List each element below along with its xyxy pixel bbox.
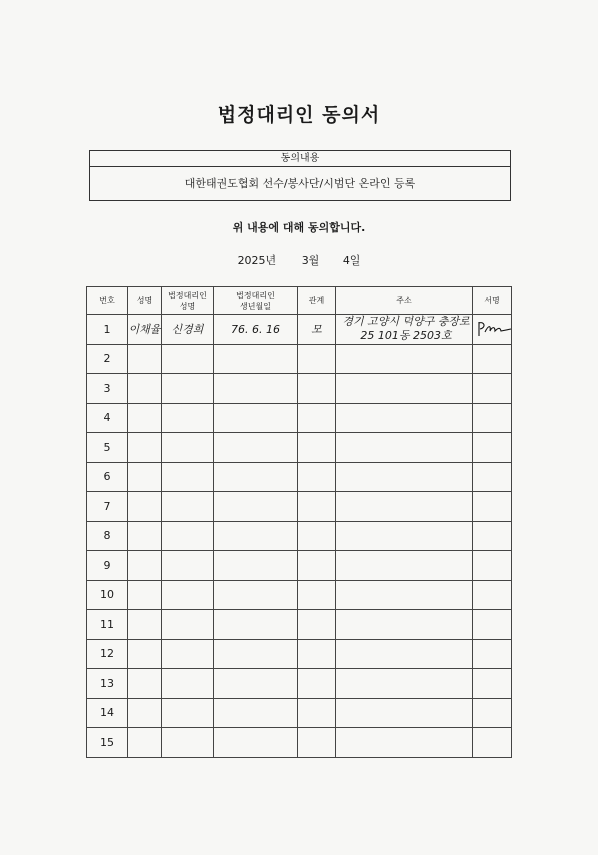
cell-guardian-name bbox=[162, 669, 214, 699]
table-row bbox=[87, 610, 512, 640]
cell-name: 이채율 bbox=[128, 315, 162, 345]
cell-signature bbox=[473, 610, 512, 640]
row-number: 6 bbox=[87, 462, 128, 492]
cell-guardian-dob bbox=[214, 344, 298, 374]
address-line2: 25 101동 2503호 bbox=[360, 329, 452, 343]
row-number: 7 bbox=[87, 492, 128, 522]
consent-header: 동의내용 bbox=[90, 151, 510, 167]
consent-box bbox=[89, 150, 511, 201]
table-body bbox=[87, 315, 512, 758]
cell-name bbox=[128, 462, 162, 492]
header-guardian-dob-line2: 생년월일 bbox=[240, 301, 271, 311]
cell-relation bbox=[298, 462, 336, 492]
cell-address bbox=[336, 374, 473, 404]
header-no: 번호 bbox=[87, 287, 128, 315]
date-line bbox=[0, 252, 598, 268]
cell-relation bbox=[298, 492, 336, 522]
cell-relation bbox=[298, 669, 336, 699]
cell-name bbox=[128, 344, 162, 374]
cell-signature bbox=[473, 492, 512, 522]
cell-guardian-name bbox=[162, 374, 214, 404]
cell-signature bbox=[473, 433, 512, 463]
cell-guardian-name bbox=[162, 639, 214, 669]
cell-guardian-dob bbox=[214, 551, 298, 581]
row-number: 8 bbox=[87, 521, 128, 551]
cell-guardian-name: 신경희 bbox=[162, 315, 214, 345]
row-number: 15 bbox=[87, 728, 128, 758]
cell-address bbox=[336, 669, 473, 699]
cell-signature bbox=[473, 580, 512, 610]
cell-guardian-dob bbox=[214, 433, 298, 463]
cell-guardian-name bbox=[162, 521, 214, 551]
cell-guardian-name bbox=[162, 403, 214, 433]
cell-guardian-name bbox=[162, 344, 214, 374]
cell-name bbox=[128, 433, 162, 463]
cell-signature bbox=[473, 521, 512, 551]
cell-guardian-name bbox=[162, 433, 214, 463]
table-row bbox=[87, 462, 512, 492]
cell-guardian-dob bbox=[214, 492, 298, 522]
cell-signature bbox=[473, 639, 512, 669]
cell-relation bbox=[298, 698, 336, 728]
cell-guardian-dob bbox=[214, 669, 298, 699]
table-row bbox=[87, 639, 512, 669]
table-row bbox=[87, 492, 512, 522]
cell-relation bbox=[298, 374, 336, 404]
row-number: 4 bbox=[87, 403, 128, 433]
cell-guardian-name bbox=[162, 492, 214, 522]
date-day: 4일 bbox=[342, 254, 361, 267]
table-row bbox=[87, 728, 512, 758]
table-row bbox=[87, 433, 512, 463]
cell-name bbox=[128, 698, 162, 728]
row-number: 11 bbox=[87, 610, 128, 640]
guardian-table bbox=[86, 286, 512, 758]
cell-guardian-dob bbox=[214, 698, 298, 728]
table-row bbox=[87, 698, 512, 728]
date-month: 3월 bbox=[301, 254, 320, 267]
handwritten-signature bbox=[473, 318, 513, 340]
row-number: 13 bbox=[87, 669, 128, 699]
table-row bbox=[87, 521, 512, 551]
cell-signature bbox=[473, 374, 512, 404]
cell-address bbox=[336, 610, 473, 640]
cell-name bbox=[128, 521, 162, 551]
cell-address bbox=[336, 433, 473, 463]
table-row bbox=[87, 344, 512, 374]
address-line1: 경기 고양시 덕양구 충장로 bbox=[342, 315, 470, 329]
consent-content: 대한태권도협회 선수/봉사단/시범단 온라인 등록 bbox=[184, 177, 416, 190]
row-number: 12 bbox=[87, 639, 128, 669]
cell-signature bbox=[473, 698, 512, 728]
row-number: 2 bbox=[87, 344, 128, 374]
date-year: 2025년 bbox=[237, 254, 277, 267]
cell-guardian-name bbox=[162, 462, 214, 492]
cell-signature bbox=[473, 344, 512, 374]
cell-guardian-name bbox=[162, 551, 214, 581]
cell-address bbox=[336, 492, 473, 522]
cell-name bbox=[128, 403, 162, 433]
header-guardian-dob-line1: 법정대리인 bbox=[236, 290, 275, 300]
cell-signature bbox=[473, 403, 512, 433]
header-guardian-name-line2: 성명 bbox=[179, 301, 196, 311]
cell-address bbox=[336, 403, 473, 433]
row-number: 14 bbox=[87, 698, 128, 728]
cell-name bbox=[128, 610, 162, 640]
header-guardian-dob bbox=[214, 287, 298, 315]
cell-guardian-dob bbox=[214, 580, 298, 610]
row-number: 9 bbox=[87, 551, 128, 581]
header-guardian-name bbox=[162, 287, 214, 315]
row-number: 3 bbox=[87, 374, 128, 404]
cell-address bbox=[336, 580, 473, 610]
table-row bbox=[87, 315, 512, 345]
header-signature: 서명 bbox=[473, 287, 512, 315]
cell-relation bbox=[298, 580, 336, 610]
row-number: 5 bbox=[87, 433, 128, 463]
cell-address bbox=[336, 728, 473, 758]
cell-guardian-dob bbox=[214, 521, 298, 551]
cell-signature bbox=[473, 315, 512, 345]
cell-relation bbox=[298, 610, 336, 640]
cell-name bbox=[128, 669, 162, 699]
cell-address bbox=[336, 521, 473, 551]
cell-signature bbox=[473, 551, 512, 581]
cell-guardian-name bbox=[162, 580, 214, 610]
cell-guardian-dob bbox=[214, 728, 298, 758]
cell-address bbox=[336, 462, 473, 492]
cell-name bbox=[128, 492, 162, 522]
cell-address bbox=[336, 639, 473, 669]
cell-guardian-name bbox=[162, 698, 214, 728]
cell-address bbox=[336, 551, 473, 581]
cell-address bbox=[336, 698, 473, 728]
table-row bbox=[87, 403, 512, 433]
table-row bbox=[87, 551, 512, 581]
cell-guardian-dob bbox=[214, 374, 298, 404]
cell-name bbox=[128, 639, 162, 669]
cell-address bbox=[336, 344, 473, 374]
table-row bbox=[87, 580, 512, 610]
cell-relation bbox=[298, 433, 336, 463]
cell-relation bbox=[298, 728, 336, 758]
cell-guardian-dob bbox=[214, 403, 298, 433]
cell-guardian-dob bbox=[214, 610, 298, 640]
cell-guardian-name bbox=[162, 610, 214, 640]
cell-signature bbox=[473, 462, 512, 492]
cell-guardian-dob bbox=[214, 462, 298, 492]
header-name: 성명 bbox=[128, 287, 162, 315]
row-number: 10 bbox=[87, 580, 128, 610]
cell-relation bbox=[298, 639, 336, 669]
table-row bbox=[87, 669, 512, 699]
cell-signature bbox=[473, 669, 512, 699]
cell-name bbox=[128, 551, 162, 581]
cell-relation: 모 bbox=[298, 315, 336, 345]
table-row bbox=[87, 374, 512, 404]
cell-relation bbox=[298, 344, 336, 374]
cell-name bbox=[128, 374, 162, 404]
cell-address bbox=[336, 315, 473, 345]
header-guardian-name-line1: 법정대리인 bbox=[168, 290, 207, 300]
header-relation: 관계 bbox=[298, 287, 336, 315]
cell-name bbox=[128, 728, 162, 758]
header-address: 주소 bbox=[336, 287, 473, 315]
cell-relation bbox=[298, 403, 336, 433]
row-number: 1 bbox=[87, 315, 128, 345]
cell-guardian-dob bbox=[214, 639, 298, 669]
cell-relation bbox=[298, 551, 336, 581]
table-header-row bbox=[87, 287, 512, 315]
agreement-text: 위 내용에 대해 동의합니다. bbox=[232, 221, 366, 234]
cell-signature bbox=[473, 728, 512, 758]
document-title: 법정대리인 동의서 bbox=[217, 104, 381, 126]
cell-guardian-dob: 76. 6. 16 bbox=[214, 315, 298, 345]
cell-relation bbox=[298, 521, 336, 551]
cell-name bbox=[128, 580, 162, 610]
cell-guardian-name bbox=[162, 728, 214, 758]
